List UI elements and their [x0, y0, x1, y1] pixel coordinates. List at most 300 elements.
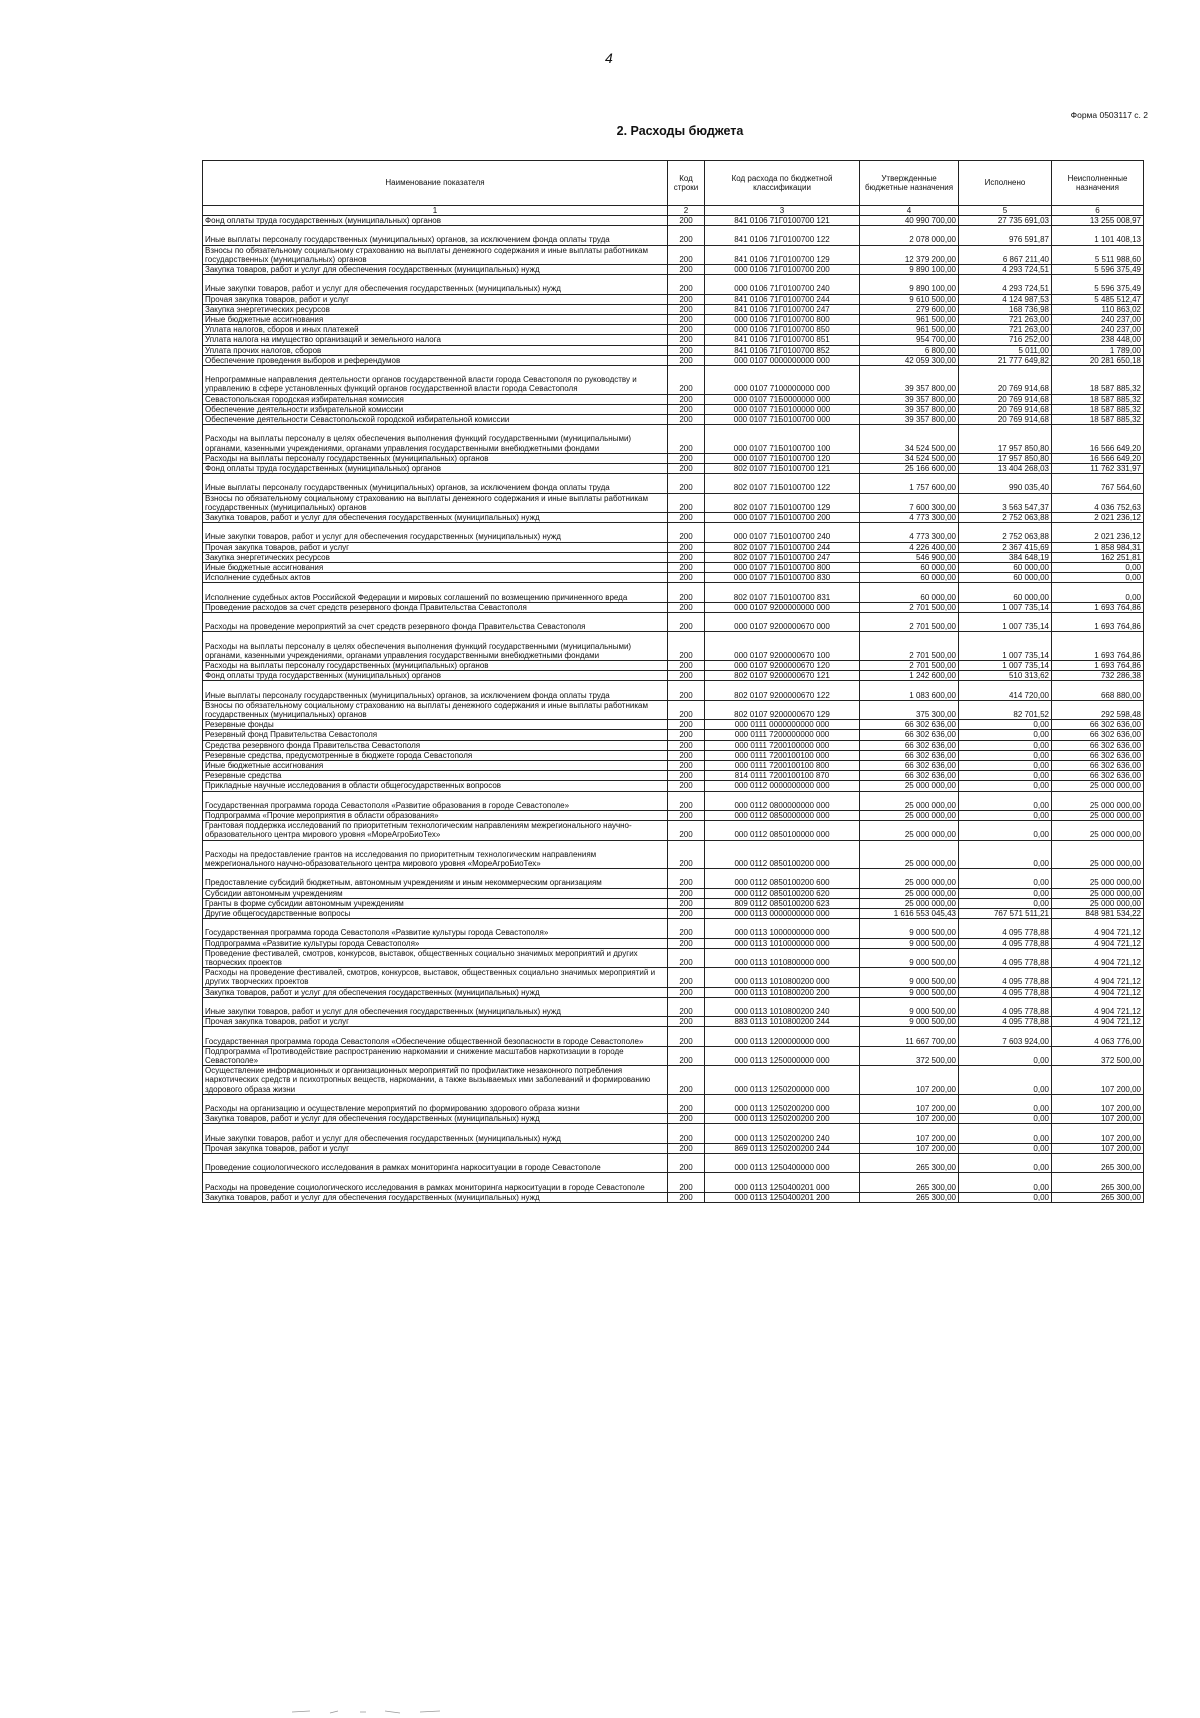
table-row: [203, 938, 1144, 948]
cell-name: Подпрограмма «Развитие культуры города Севастополя»: [203, 938, 668, 948]
cell-approved: 372 500,00: [860, 1046, 959, 1065]
cell-executed: 1 007 735,14: [959, 661, 1052, 671]
cell-line-code: 200: [668, 730, 705, 740]
table-row: [203, 1046, 1144, 1065]
cell-name: Исполнение судебных актов Российской Федерации и мировых соглашений по возмещению причиненного вреда: [203, 583, 668, 602]
cell-approved: 9 000 500,00: [860, 948, 959, 967]
cell-approved: 4 773 300,00: [860, 523, 959, 542]
cell-expense-code: 000 0113 1200000000 000: [705, 1027, 860, 1046]
table-row: [203, 425, 1144, 454]
cell-approved: 546 900,00: [860, 552, 959, 562]
cell-approved: 2 701 500,00: [860, 602, 959, 612]
cell-expense-code: 841 0106 71Г0100700 129: [705, 245, 860, 264]
cell-name: Расходы на выплаты персоналу в целях обеспечения выполнения функций государственными (муниципальными) органами, казенными учреждениями, органами управления государственными внебюджетными фондами: [203, 632, 668, 661]
cell-expense-code: 000 0112 0850100200 620: [705, 888, 860, 898]
cell-executed: 510 313,62: [959, 671, 1052, 681]
cell-name: Расходы на выплаты персоналу государственных (муниципальных) органов: [203, 661, 668, 671]
cell-expense-code: 000 0113 1250200200 000: [705, 1094, 860, 1113]
form-code: Форма 0503117 с. 2: [1070, 110, 1148, 120]
cell-line-code: 200: [668, 938, 705, 948]
cell-executed: 0,00: [959, 821, 1052, 840]
cell-line-code: 200: [668, 513, 705, 523]
cell-expense-code: 000 0112 0800000000 000: [705, 791, 860, 810]
cell-line-code: 200: [668, 700, 705, 719]
cell-name: Закупка товаров, работ и услуг для обеспечения государственных (муниципальных) нужд: [203, 513, 668, 523]
cell-approved: 25 000 000,00: [860, 791, 959, 810]
cell-line-code: 200: [668, 226, 705, 245]
table-row: [203, 750, 1144, 760]
cell-executed: 0,00: [959, 771, 1052, 781]
cell-expense-code: 000 0113 1010800000 000: [705, 948, 860, 967]
cell-executed: 4 095 778,88: [959, 968, 1052, 987]
cell-name: Средства резервного фонда Правительства Севастополя: [203, 740, 668, 750]
cell-approved: 25 000 000,00: [860, 898, 959, 908]
table-row: [203, 453, 1144, 463]
cell-expense-code: 000 0107 7100000000 000: [705, 366, 860, 395]
table-row: [203, 681, 1144, 700]
cell-line-code: 200: [668, 523, 705, 542]
cell-executed: 0,00: [959, 1124, 1052, 1143]
cell-approved: 9 000 500,00: [860, 919, 959, 938]
cell-executed: 4 095 778,88: [959, 948, 1052, 967]
cell-line-code: 200: [668, 898, 705, 908]
cell-unexecuted: 1 858 984,31: [1052, 542, 1144, 552]
cell-name: Прикладные научные исследования в области общегосударственных вопросов: [203, 781, 668, 791]
cell-name: Обеспечение деятельности избирательной комиссии: [203, 404, 668, 414]
cell-unexecuted: 5 596 375,49: [1052, 275, 1144, 294]
cell-executed: 0,00: [959, 1114, 1052, 1124]
cell-name: Проведение социологического исследования в рамках мониторинга наркоситуации в городе Севастополе: [203, 1154, 668, 1173]
cell-expense-code: 841 0106 71Г0100700 852: [705, 345, 860, 355]
cell-expense-code: 000 0113 1250200200 200: [705, 1114, 860, 1124]
cell-line-code: 200: [668, 919, 705, 938]
cell-executed: 4 293 724,51: [959, 275, 1052, 294]
cell-approved: 66 302 636,00: [860, 730, 959, 740]
cell-approved: 60 000,00: [860, 563, 959, 573]
cell-executed: 0,00: [959, 1066, 1052, 1095]
cell-executed: 767 571 511,21: [959, 909, 1052, 919]
table-row: [203, 730, 1144, 740]
table-row: [203, 781, 1144, 791]
cell-unexecuted: 25 000 000,00: [1052, 811, 1144, 821]
table-row: [203, 898, 1144, 908]
cell-approved: 9 000 500,00: [860, 987, 959, 997]
cell-unexecuted: 5 511 988,60: [1052, 245, 1144, 264]
column-number: 4: [860, 206, 959, 216]
cell-expense-code: 000 0107 71Б0100700 830: [705, 573, 860, 583]
cell-approved: 66 302 636,00: [860, 720, 959, 730]
cell-unexecuted: 25 000 000,00: [1052, 898, 1144, 908]
table-row: [203, 997, 1144, 1016]
cell-expense-code: 802 0107 71Б0100700 831: [705, 583, 860, 602]
cell-name: Проведение фестивалей, смотров, конкурсов, выставок, общественных социально значимых мероприятий и других творческих проектов: [203, 948, 668, 967]
cell-approved: 1 083 600,00: [860, 681, 959, 700]
cell-name: Взносы по обязательному социальному страхованию на выплаты денежного содержания и иные выплаты работникам государственных (муниципальных) органов: [203, 245, 668, 264]
cell-expense-code: 883 0113 1010800200 244: [705, 1017, 860, 1027]
cell-expense-code: 000 0112 0850100000 000: [705, 821, 860, 840]
table-row: [203, 632, 1144, 661]
cell-approved: 60 000,00: [860, 583, 959, 602]
table-row: [203, 613, 1144, 632]
header-unexecuted: Неисполненные назначения: [1052, 161, 1144, 206]
cell-approved: 25 000 000,00: [860, 888, 959, 898]
cell-approved: 6 800,00: [860, 345, 959, 355]
cell-executed: 721 263,00: [959, 325, 1052, 335]
cell-line-code: 200: [668, 811, 705, 821]
table-row: [203, 821, 1144, 840]
cell-name: Исполнение судебных актов: [203, 573, 668, 583]
cell-unexecuted: 0,00: [1052, 583, 1144, 602]
cell-name: Фонд оплаты труда государственных (муниципальных) органов: [203, 464, 668, 474]
column-number: 5: [959, 206, 1052, 216]
cell-expense-code: 841 0106 71Г0100700 244: [705, 294, 860, 304]
cell-line-code: 200: [668, 632, 705, 661]
cell-executed: 384 648,19: [959, 552, 1052, 562]
cell-expense-code: 000 0106 71Г0100700 240: [705, 275, 860, 294]
cell-approved: 39 357 800,00: [860, 394, 959, 404]
cell-name: Резервные средства: [203, 771, 668, 781]
cell-line-code: 200: [668, 720, 705, 730]
cell-expense-code: 802 0107 9200000670 122: [705, 681, 860, 700]
cell-approved: 39 357 800,00: [860, 366, 959, 395]
cell-line-code: 200: [668, 1046, 705, 1065]
cell-expense-code: 000 0112 0850000000 000: [705, 811, 860, 821]
cell-name: Расходы на проведение социологического исследования в рамках мониторинга наркоситуации в городе Севастополе: [203, 1173, 668, 1192]
cell-name: Иные закупки товаров, работ и услуг для обеспечения государственных (муниципальных) нужд: [203, 275, 668, 294]
cell-expense-code: 000 0113 1250400000 000: [705, 1154, 860, 1173]
cell-executed: 716 252,00: [959, 335, 1052, 345]
cell-unexecuted: 4 063 776,00: [1052, 1027, 1144, 1046]
table-row: [203, 394, 1144, 404]
table-row: [203, 315, 1144, 325]
cell-unexecuted: 732 286,38: [1052, 671, 1144, 681]
cell-name: Уплата налогов, сборов и иных платежей: [203, 325, 668, 335]
cell-name: Резервные средства, предусмотренные в бюджете города Севастополя: [203, 750, 668, 760]
cell-line-code: 200: [668, 909, 705, 919]
cell-executed: 20 769 914,68: [959, 415, 1052, 425]
cell-approved: 1 616 553 045,43: [860, 909, 959, 919]
cell-line-code: 200: [668, 987, 705, 997]
table-row: [203, 552, 1144, 562]
cell-name: Расходы на выплаты персоналу государственных (муниципальных) органов: [203, 453, 668, 463]
cell-unexecuted: 18 587 885,32: [1052, 404, 1144, 414]
cell-line-code: 200: [668, 275, 705, 294]
cell-line-code: 200: [668, 1066, 705, 1095]
cell-line-code: 200: [668, 294, 705, 304]
cell-unexecuted: 25 000 000,00: [1052, 840, 1144, 869]
cell-approved: 39 357 800,00: [860, 404, 959, 414]
cell-line-code: 200: [668, 265, 705, 275]
cell-expense-code: 000 0106 71Г0100700 850: [705, 325, 860, 335]
cell-name: Взносы по обязательному социальному страхованию на выплаты денежного содержания и иные выплаты работникам государственных (муниципальных) органов: [203, 493, 668, 512]
cell-expense-code: 809 0112 0850100200 623: [705, 898, 860, 908]
cell-unexecuted: 1 693 764,86: [1052, 632, 1144, 661]
cell-approved: 1 757 600,00: [860, 474, 959, 493]
cell-unexecuted: 25 000 000,00: [1052, 821, 1144, 840]
cell-line-code: 200: [668, 661, 705, 671]
cell-unexecuted: 110 863,02: [1052, 304, 1144, 314]
cell-name: Прочая закупка товаров, работ и услуг: [203, 294, 668, 304]
cell-approved: 34 524 500,00: [860, 453, 959, 463]
cell-unexecuted: 668 880,00: [1052, 681, 1144, 700]
cell-expense-code: 000 0113 1250400201 000: [705, 1173, 860, 1192]
table-row: [203, 404, 1144, 414]
cell-name: Прочая закупка товаров, работ и услуг: [203, 1017, 668, 1027]
cell-executed: 17 957 850,80: [959, 453, 1052, 463]
cell-expense-code: 000 0107 71Б0000000 000: [705, 394, 860, 404]
cell-line-code: 200: [668, 563, 705, 573]
cell-approved: 4 226 400,00: [860, 542, 959, 552]
cell-expense-code: 000 0107 9200000670 000: [705, 613, 860, 632]
cell-line-code: 200: [668, 325, 705, 335]
cell-line-code: 200: [668, 1114, 705, 1124]
cell-expense-code: 000 0107 71Б0100700 000: [705, 415, 860, 425]
cell-line-code: 200: [668, 415, 705, 425]
cell-name: Иные бюджетные ассигнования: [203, 761, 668, 771]
table-row: [203, 919, 1144, 938]
table-row: [203, 345, 1144, 355]
table-row: [203, 415, 1144, 425]
cell-line-code: 200: [668, 552, 705, 562]
cell-approved: 9 000 500,00: [860, 938, 959, 948]
cell-executed: 1 007 735,14: [959, 602, 1052, 612]
cell-line-code: 200: [668, 1124, 705, 1143]
cell-executed: 0,00: [959, 720, 1052, 730]
table-row: [203, 226, 1144, 245]
table-row: [203, 216, 1144, 226]
cell-line-code: 200: [668, 335, 705, 345]
table-row: [203, 740, 1144, 750]
cell-name: Резервные фонды: [203, 720, 668, 730]
cell-executed: 13 404 268,03: [959, 464, 1052, 474]
table-row: [203, 355, 1144, 365]
cell-expense-code: 000 0106 71Г0100700 200: [705, 265, 860, 275]
cell-executed: 168 736,98: [959, 304, 1052, 314]
cell-expense-code: 000 0113 1000000000 000: [705, 919, 860, 938]
cell-executed: 60 000,00: [959, 573, 1052, 583]
cell-name: Закупка энергетических ресурсов: [203, 552, 668, 562]
cell-executed: 0,00: [959, 1192, 1052, 1202]
table-row: [203, 573, 1144, 583]
cell-unexecuted: 848 981 534,22: [1052, 909, 1144, 919]
cell-expense-code: 000 0111 7200000000 000: [705, 730, 860, 740]
cell-expense-code: 000 0113 0000000000 000: [705, 909, 860, 919]
cell-expense-code: 802 0107 71Б0100700 244: [705, 542, 860, 552]
table-row: [203, 366, 1144, 395]
table-row: [203, 661, 1144, 671]
cell-line-code: 200: [668, 366, 705, 395]
cell-name: Расходы на проведение мероприятий за счет средств резервного фонда Правительства Севастополя: [203, 613, 668, 632]
cell-line-code: 200: [668, 888, 705, 898]
cell-approved: 25 166 600,00: [860, 464, 959, 474]
cell-name: Иные закупки товаров, работ и услуг для обеспечения государственных (муниципальных) нужд: [203, 523, 668, 542]
cell-line-code: 200: [668, 1173, 705, 1192]
cell-unexecuted: 16 566 649,20: [1052, 453, 1144, 463]
table-row: [203, 888, 1144, 898]
cell-executed: 2 367 415,69: [959, 542, 1052, 552]
cell-name: Подпрограмма «Прочие мероприятия в области образования»: [203, 811, 668, 821]
cell-unexecuted: 20 281 650,18: [1052, 355, 1144, 365]
cell-unexecuted: 4 904 721,12: [1052, 1017, 1144, 1027]
cell-unexecuted: 372 500,00: [1052, 1046, 1144, 1065]
cell-approved: 34 524 500,00: [860, 425, 959, 454]
cell-executed: 1 007 735,14: [959, 632, 1052, 661]
cell-name: Грантовая поддержка исследований по приоритетным технологическим направлениям межрегионального научно-образовательного центра мирового уровня «МореАгроБиоТех»: [203, 821, 668, 840]
cell-approved: 2 701 500,00: [860, 632, 959, 661]
cell-name: Расходы на проведение фестивалей, смотров, конкурсов, выставок, общественных социально значимых мероприятий и других творческих проектов: [203, 968, 668, 987]
table-row: [203, 791, 1144, 810]
cell-approved: 107 200,00: [860, 1094, 959, 1113]
cell-executed: 20 769 914,68: [959, 366, 1052, 395]
cell-line-code: 200: [668, 404, 705, 414]
cell-executed: 17 957 850,80: [959, 425, 1052, 454]
cell-name: Иные выплаты персоналу государственных (муниципальных) органов, за исключением фонда оплаты труда: [203, 226, 668, 245]
cell-unexecuted: 265 300,00: [1052, 1192, 1144, 1202]
table-row: [203, 1192, 1144, 1202]
cell-unexecuted: 5 485 512,47: [1052, 294, 1144, 304]
cell-approved: 954 700,00: [860, 335, 959, 345]
cell-expense-code: 000 0113 1250200200 240: [705, 1124, 860, 1143]
cell-expense-code: 000 0113 1250400201 200: [705, 1192, 860, 1202]
cell-line-code: 200: [668, 869, 705, 888]
cell-name: Иные выплаты персоналу государственных (муниципальных) органов, за исключением фонда оплаты труда: [203, 681, 668, 700]
cell-line-code: 200: [668, 771, 705, 781]
cell-line-code: 200: [668, 997, 705, 1016]
cell-name: Фонд оплаты труда государственных (муниципальных) органов: [203, 671, 668, 681]
cell-executed: 1 007 735,14: [959, 613, 1052, 632]
cell-expense-code: 000 0107 9200000000 000: [705, 602, 860, 612]
cell-unexecuted: 66 302 636,00: [1052, 730, 1144, 740]
cell-unexecuted: 25 000 000,00: [1052, 781, 1144, 791]
cell-approved: 42 059 300,00: [860, 355, 959, 365]
cell-executed: 4 095 778,88: [959, 1017, 1052, 1027]
cell-name: Обеспечение проведения выборов и референдумов: [203, 355, 668, 365]
cell-unexecuted: 4 036 752,63: [1052, 493, 1144, 512]
cell-executed: 5 011,00: [959, 345, 1052, 355]
cell-approved: 265 300,00: [860, 1173, 959, 1192]
cell-approved: 40 990 700,00: [860, 216, 959, 226]
cell-executed: 0,00: [959, 811, 1052, 821]
table-row: [203, 294, 1144, 304]
table-row: [203, 720, 1144, 730]
cell-executed: 6 867 211,40: [959, 245, 1052, 264]
cell-name: Непрограммные направления деятельности органов государственной власти города Севастополя по руководству и управлению в сфере установленных функций органов государственной власти города Севастополя: [203, 366, 668, 395]
header-approved: Утвержденные бюджетные назначения: [860, 161, 959, 206]
table-row: [203, 513, 1144, 523]
cell-line-code: 200: [668, 573, 705, 583]
table-row: [203, 811, 1144, 821]
cell-expense-code: 000 0107 71Б0100000 000: [705, 404, 860, 414]
cell-line-code: 200: [668, 671, 705, 681]
cell-unexecuted: 4 904 721,12: [1052, 987, 1144, 997]
cell-name: Государственная программа города Севастополя «Обеспечение общественной безопасности в городе Севастополе»: [203, 1027, 668, 1046]
table-row: [203, 968, 1144, 987]
cell-approved: 25 000 000,00: [860, 869, 959, 888]
cell-expense-code: 000 0107 0000000000 000: [705, 355, 860, 365]
cell-name: Иные бюджетные ассигнования: [203, 315, 668, 325]
document-title: 2. Расходы бюджета: [616, 124, 744, 138]
cell-executed: 21 777 649,82: [959, 355, 1052, 365]
cell-approved: 25 000 000,00: [860, 840, 959, 869]
cell-unexecuted: 13 255 008,97: [1052, 216, 1144, 226]
cell-unexecuted: 2 021 236,12: [1052, 513, 1144, 523]
table-row: [203, 1143, 1144, 1153]
cell-unexecuted: 767 564,60: [1052, 474, 1144, 493]
cell-approved: 25 000 000,00: [860, 811, 959, 821]
cell-expense-code: 841 0106 71Г0100700 122: [705, 226, 860, 245]
cell-executed: 7 603 924,00: [959, 1027, 1052, 1046]
cell-executed: 0,00: [959, 840, 1052, 869]
cell-line-code: 200: [668, 613, 705, 632]
cell-line-code: 200: [668, 1192, 705, 1202]
cell-name: Фонд оплаты труда государственных (муниципальных) органов: [203, 216, 668, 226]
cell-name: Севастопольская городская избирательная комиссия: [203, 394, 668, 404]
cell-executed: 721 263,00: [959, 315, 1052, 325]
cell-expense-code: 000 0111 7200100100 000: [705, 750, 860, 760]
cell-expense-code: 000 0111 7200100000 000: [705, 740, 860, 750]
table-row: [203, 948, 1144, 967]
cell-unexecuted: 1 789,00: [1052, 345, 1144, 355]
cell-unexecuted: 66 302 636,00: [1052, 761, 1144, 771]
cell-unexecuted: 107 200,00: [1052, 1114, 1144, 1124]
cell-line-code: 200: [668, 355, 705, 365]
cell-executed: 2 752 063,88: [959, 523, 1052, 542]
cell-unexecuted: 25 000 000,00: [1052, 791, 1144, 810]
table-row: [203, 542, 1144, 552]
cell-expense-code: 000 0113 1010800200 200: [705, 987, 860, 997]
cell-approved: 265 300,00: [860, 1192, 959, 1202]
cell-line-code: 200: [668, 681, 705, 700]
cell-executed: 0,00: [959, 1154, 1052, 1173]
table-row: [203, 325, 1144, 335]
table-row: [203, 1066, 1144, 1095]
cell-line-code: 200: [668, 948, 705, 967]
cell-line-code: 200: [668, 761, 705, 771]
cell-executed: 0,00: [959, 869, 1052, 888]
cell-approved: 2 701 500,00: [860, 661, 959, 671]
cell-line-code: 200: [668, 216, 705, 226]
cell-executed: 4 293 724,51: [959, 265, 1052, 275]
cell-approved: 2 078 000,00: [860, 226, 959, 245]
cell-approved: 961 500,00: [860, 315, 959, 325]
cell-approved: 9 000 500,00: [860, 1017, 959, 1027]
cell-executed: 0,00: [959, 1143, 1052, 1153]
table-row: [203, 1154, 1144, 1173]
cell-expense-code: 000 0107 71Б0100700 240: [705, 523, 860, 542]
cell-executed: 20 769 914,68: [959, 404, 1052, 414]
cell-expense-code: 000 0113 1010800200 000: [705, 968, 860, 987]
cell-executed: 4 095 778,88: [959, 938, 1052, 948]
table-row: [203, 265, 1144, 275]
cell-approved: 66 302 636,00: [860, 750, 959, 760]
cell-expense-code: 000 0113 1250000000 000: [705, 1046, 860, 1065]
table-row: [203, 1094, 1144, 1113]
cell-unexecuted: 66 302 636,00: [1052, 771, 1144, 781]
cell-expense-code: 000 0112 0850100200 000: [705, 840, 860, 869]
cell-line-code: 200: [668, 1094, 705, 1113]
cell-unexecuted: 292 598,48: [1052, 700, 1144, 719]
cell-approved: 66 302 636,00: [860, 761, 959, 771]
cell-line-code: 200: [668, 542, 705, 552]
cell-name: Закупка товаров, работ и услуг для обеспечения государственных (муниципальных) нужд: [203, 1114, 668, 1124]
cell-approved: 7 600 300,00: [860, 493, 959, 512]
cell-approved: 12 379 200,00: [860, 245, 959, 264]
cell-unexecuted: 107 200,00: [1052, 1124, 1144, 1143]
cell-unexecuted: 265 300,00: [1052, 1173, 1144, 1192]
cell-approved: 39 357 800,00: [860, 415, 959, 425]
cell-unexecuted: 18 587 885,32: [1052, 366, 1144, 395]
table-row: [203, 1017, 1144, 1027]
